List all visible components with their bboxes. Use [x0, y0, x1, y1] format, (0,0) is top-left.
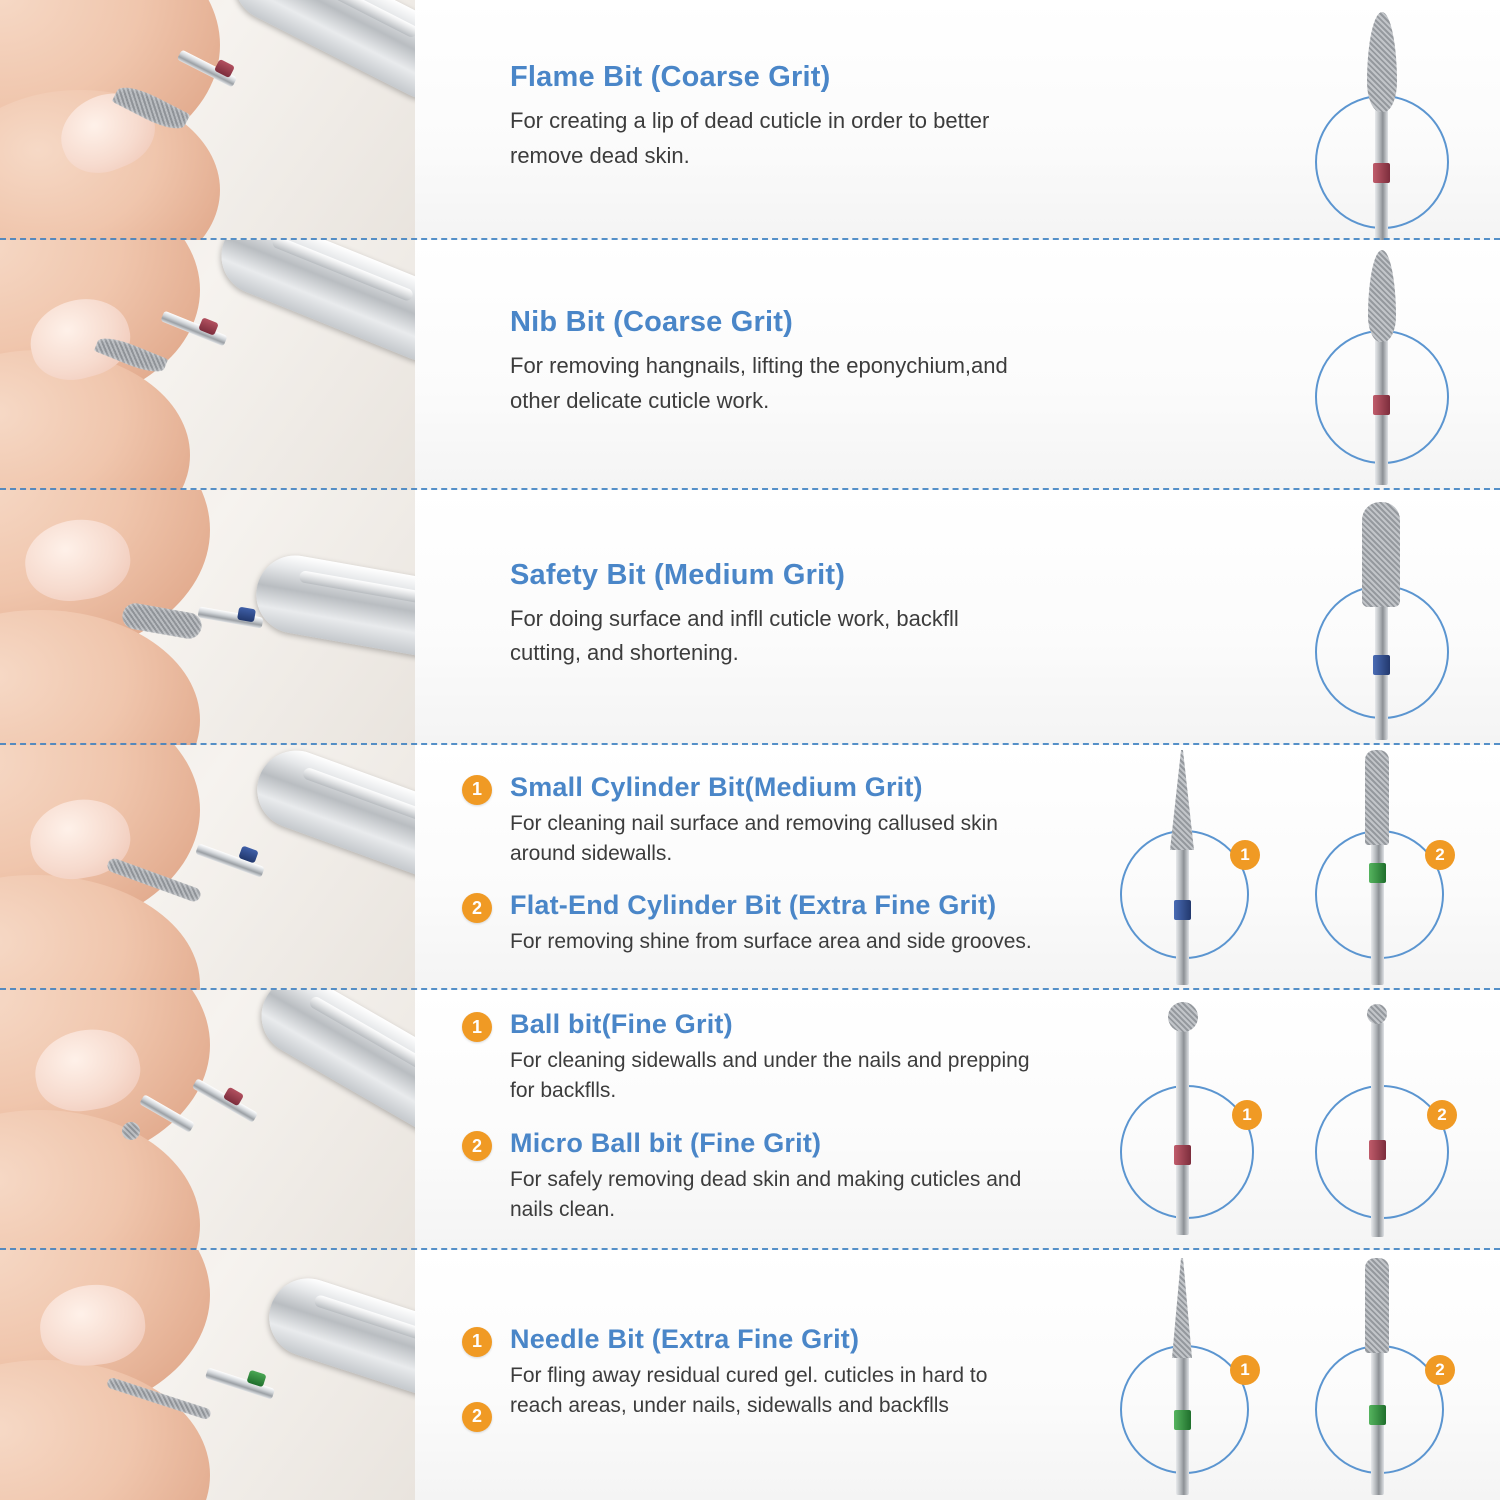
section-divider — [0, 743, 1500, 745]
safety-bit-head — [1362, 502, 1400, 607]
photo-cylinder-bits — [0, 745, 415, 990]
item-number-badge: 1 — [462, 1012, 492, 1042]
bit-figure — [1297, 990, 1482, 1250]
flame-bit-head — [1367, 12, 1397, 112]
handpiece-flute — [299, 570, 415, 607]
bit-title: Micro Ball bit (Fine Grit) — [510, 1128, 822, 1158]
text-flame-bit — [415, 0, 1072, 240]
needle-bit-head — [1172, 1258, 1192, 1358]
bit-number-badge: 1 — [1232, 1100, 1262, 1130]
bit-title: Small Cylinder Bit(Medium Grit) — [510, 771, 923, 802]
bit-illustrations-nib — [1072, 240, 1500, 490]
item-number-badge: 1 — [462, 1327, 492, 1357]
text-cylinder-bits — [415, 745, 1072, 990]
section-divider — [0, 238, 1500, 240]
bit-number-badge: 2 — [1425, 840, 1455, 870]
bit-description: For safely removing dead skin and making cuticles and nails clean. — [510, 1168, 1022, 1221]
bit-number-badge: 1 — [1230, 840, 1260, 870]
handpiece-flute — [280, 0, 415, 39]
bit-figure — [1297, 240, 1482, 490]
bit-figure — [1297, 0, 1482, 240]
photo-ball-bits — [0, 990, 415, 1250]
list-item — [471, 890, 1032, 957]
bit-number-badge: 2 — [1427, 1100, 1457, 1130]
photo-nib-bit — [0, 240, 415, 490]
bit-figure — [1297, 490, 1482, 745]
bit-title: Flame Bit (Coarse Grit) — [510, 61, 831, 94]
bit-illustrations-ball — [1072, 990, 1500, 1250]
bit-color-ring — [1373, 395, 1390, 415]
nib-bit-head — [1368, 250, 1396, 342]
bit-title: Ball bit(Fine Grit) — [510, 1009, 733, 1040]
bit-description: For fling away residual cured gel. cuticles in hard to reach areas, under nails, sidewalls and backflls — [510, 1363, 988, 1417]
bit-title: Needle Bit (Extra Fine Grit) — [510, 1323, 860, 1354]
bit-shank — [1176, 1030, 1189, 1235]
flat-end-cylinder-bit-head — [1365, 750, 1389, 845]
bit-description: For doing surface and infll cuticle work, backfll cutting, and shortening. — [510, 605, 959, 665]
bit-illustrations-safety — [1072, 490, 1500, 745]
list-item — [471, 1009, 1032, 1106]
section-divider — [0, 988, 1500, 990]
bit-color-ring — [1174, 900, 1191, 920]
bit-color-ring — [1373, 655, 1390, 675]
item-number-badge: 2 — [462, 893, 492, 923]
bit-illustrations-needle — [1072, 1250, 1500, 1500]
text-needle-bit — [415, 1250, 1072, 1500]
bit-description: For cleaning sidewalls and under the nails and prepping for backflls. — [510, 1049, 1030, 1103]
bit-title: Nib Bit (Coarse Grit) — [510, 306, 793, 339]
section-divider — [0, 1248, 1500, 1250]
item-number-badge: 1 — [462, 775, 492, 805]
bit-color-ring — [1373, 163, 1390, 183]
section-nib-bit — [0, 240, 1500, 490]
bit-figure — [1297, 1250, 1482, 1500]
bit-color-ring — [1174, 1410, 1191, 1430]
section-ball-bits — [0, 990, 1500, 1250]
list-item — [510, 306, 1032, 417]
bit-figure — [1112, 990, 1297, 1250]
photo-needle-bit — [0, 1250, 415, 1500]
bit-color-ring — [1174, 1145, 1191, 1165]
ball-bit-head — [1168, 1002, 1198, 1032]
photo-flame-bit — [0, 0, 415, 240]
small-cylinder-bit-head — [1170, 750, 1194, 850]
bit-number-badge: 2 — [1425, 1355, 1455, 1385]
list-item — [471, 771, 1032, 869]
section-needle-bit — [0, 1250, 1500, 1500]
bit-shank — [1371, 840, 1384, 985]
item-number-badge: 2 — [462, 1131, 492, 1161]
bit-title: Flat-End Cylinder Bit (Extra Fine Grit) — [510, 890, 997, 921]
bit-color-ring — [1369, 1405, 1386, 1425]
bit-color-ring — [1369, 1140, 1386, 1160]
bit-description: For removing shine from surface area and side grooves. — [510, 930, 1032, 954]
section-flame-bit — [0, 0, 1500, 240]
item-number-badge-secondary: 2 — [462, 1402, 492, 1432]
list-item — [471, 1323, 1032, 1427]
bit-shank — [1371, 1022, 1384, 1237]
section-divider — [0, 488, 1500, 490]
bit-figure — [1112, 745, 1297, 990]
bit-description: For creating a lip of dead cuticle in order to better remove dead skin. — [510, 108, 990, 168]
text-nib-bit — [415, 240, 1072, 490]
bit-illustrations-flame — [1072, 0, 1500, 240]
text-ball-bits — [415, 990, 1072, 1250]
bit-description: For cleaning nail surface and removing callused skin around sidewalls. — [510, 811, 998, 865]
section-safety-bit — [0, 490, 1500, 745]
bit-description: For removing hangnails, lifting the eponychium,and other delicate cuticle work. — [510, 353, 1008, 413]
list-item — [510, 559, 1032, 670]
list-item — [510, 61, 1032, 172]
bit-illustrations-cylinder — [1072, 745, 1500, 990]
flat-needle-bit-head — [1365, 1258, 1389, 1353]
bit-title: Safety Bit (Medium Grit) — [510, 558, 846, 591]
bit-figure — [1297, 745, 1482, 990]
text-safety-bit — [415, 490, 1072, 745]
photo-safety-bit — [0, 490, 415, 745]
bit-color-ring — [237, 607, 256, 623]
bit-number-badge: 1 — [1230, 1355, 1260, 1385]
bit-color-ring — [1369, 863, 1386, 883]
micro-ball-bit-head — [1367, 1004, 1387, 1024]
bit-figure — [1112, 1250, 1297, 1500]
list-item — [471, 1128, 1032, 1225]
section-cylinder-bits — [0, 745, 1500, 990]
ball-bit-head — [122, 1122, 140, 1140]
